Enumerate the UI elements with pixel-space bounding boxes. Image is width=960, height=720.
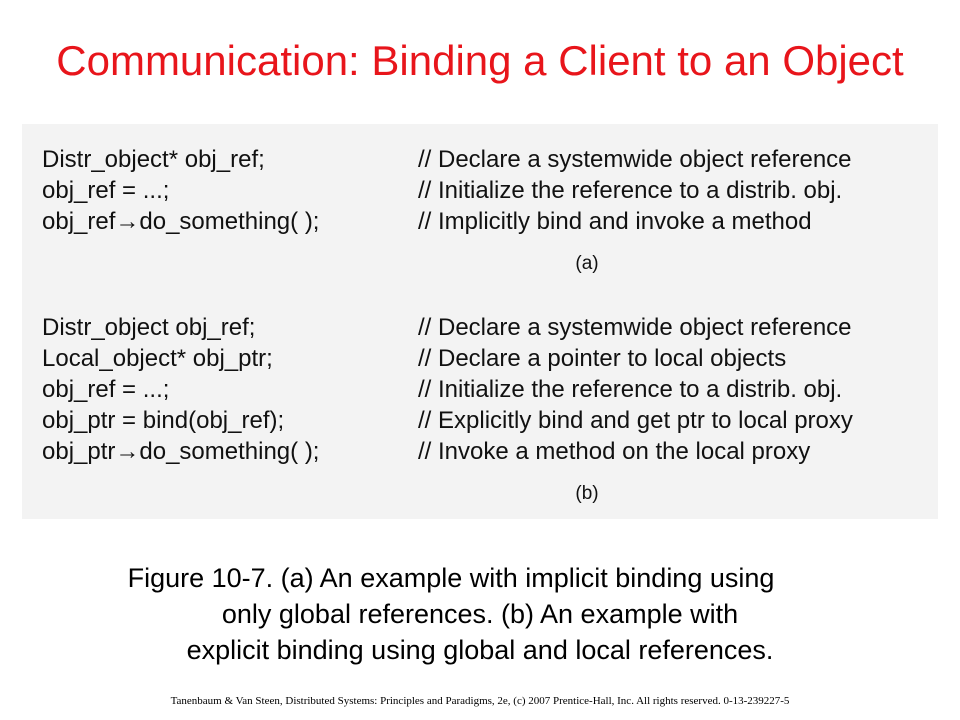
figure-caption: [60, 560, 900, 668]
code-comment: // Explicitly bind and get ptr to local proxy: [418, 407, 853, 434]
code-statement: Distr_object obj_ref;: [42, 314, 256, 341]
code-line: [42, 343, 942, 374]
code-statement: obj_ref = ...;: [42, 376, 170, 403]
caption-line: Figure 10-7. (a) An example with implicit binding using: [127, 563, 775, 593]
code-figure: [22, 124, 938, 519]
slide-title: Communication: Binding a Client to an Object: [56, 37, 904, 84]
part-b-label: (b): [575, 483, 599, 504]
code-line: [42, 405, 942, 436]
code-line: [42, 206, 942, 237]
code-comment: // Invoke a method on the local proxy: [418, 438, 811, 465]
code-block-a: [42, 144, 942, 237]
code-line: [42, 175, 942, 206]
code-line: [42, 144, 942, 175]
code-comment: // Declare a pointer to local objects: [418, 345, 787, 372]
code-comment: // Initialize the reference to a distrib. obj.: [418, 376, 843, 403]
code-statement: obj_ref = ...;: [42, 177, 170, 204]
caption-line: explicit binding using global and local references.: [186, 635, 774, 665]
part-a-label: (a): [575, 253, 599, 274]
code-statement: obj_ref→do_something( );: [42, 208, 320, 235]
code-line: [42, 436, 942, 467]
code-statement: obj_ptr = bind(obj_ref);: [42, 407, 285, 434]
caption-line: only global references. (b) An example with: [221, 599, 739, 629]
code-comment: // Initialize the reference to a distrib. obj.: [418, 177, 843, 204]
code-comment: // Declare a systemwide object reference: [418, 146, 852, 173]
code-statement: Distr_object* obj_ref;: [42, 146, 265, 173]
code-line: [42, 374, 942, 405]
copyright-footer: Tanenbaum & Van Steen, Distributed Systems: Principles and Paradigms, 2e, (c) 2007 Prentice-Hall, Inc. All rights reserved. 0-13-239227-5: [170, 695, 790, 707]
code-statement: Local_object* obj_ptr;: [42, 345, 273, 372]
code-line: [42, 312, 942, 343]
code-comment: // Implicitly bind and invoke a method: [418, 208, 812, 235]
code-block-b: [42, 312, 942, 467]
code-statement: obj_ptr→do_something( );: [42, 438, 320, 465]
code-comment: // Declare a systemwide object reference: [418, 314, 852, 341]
